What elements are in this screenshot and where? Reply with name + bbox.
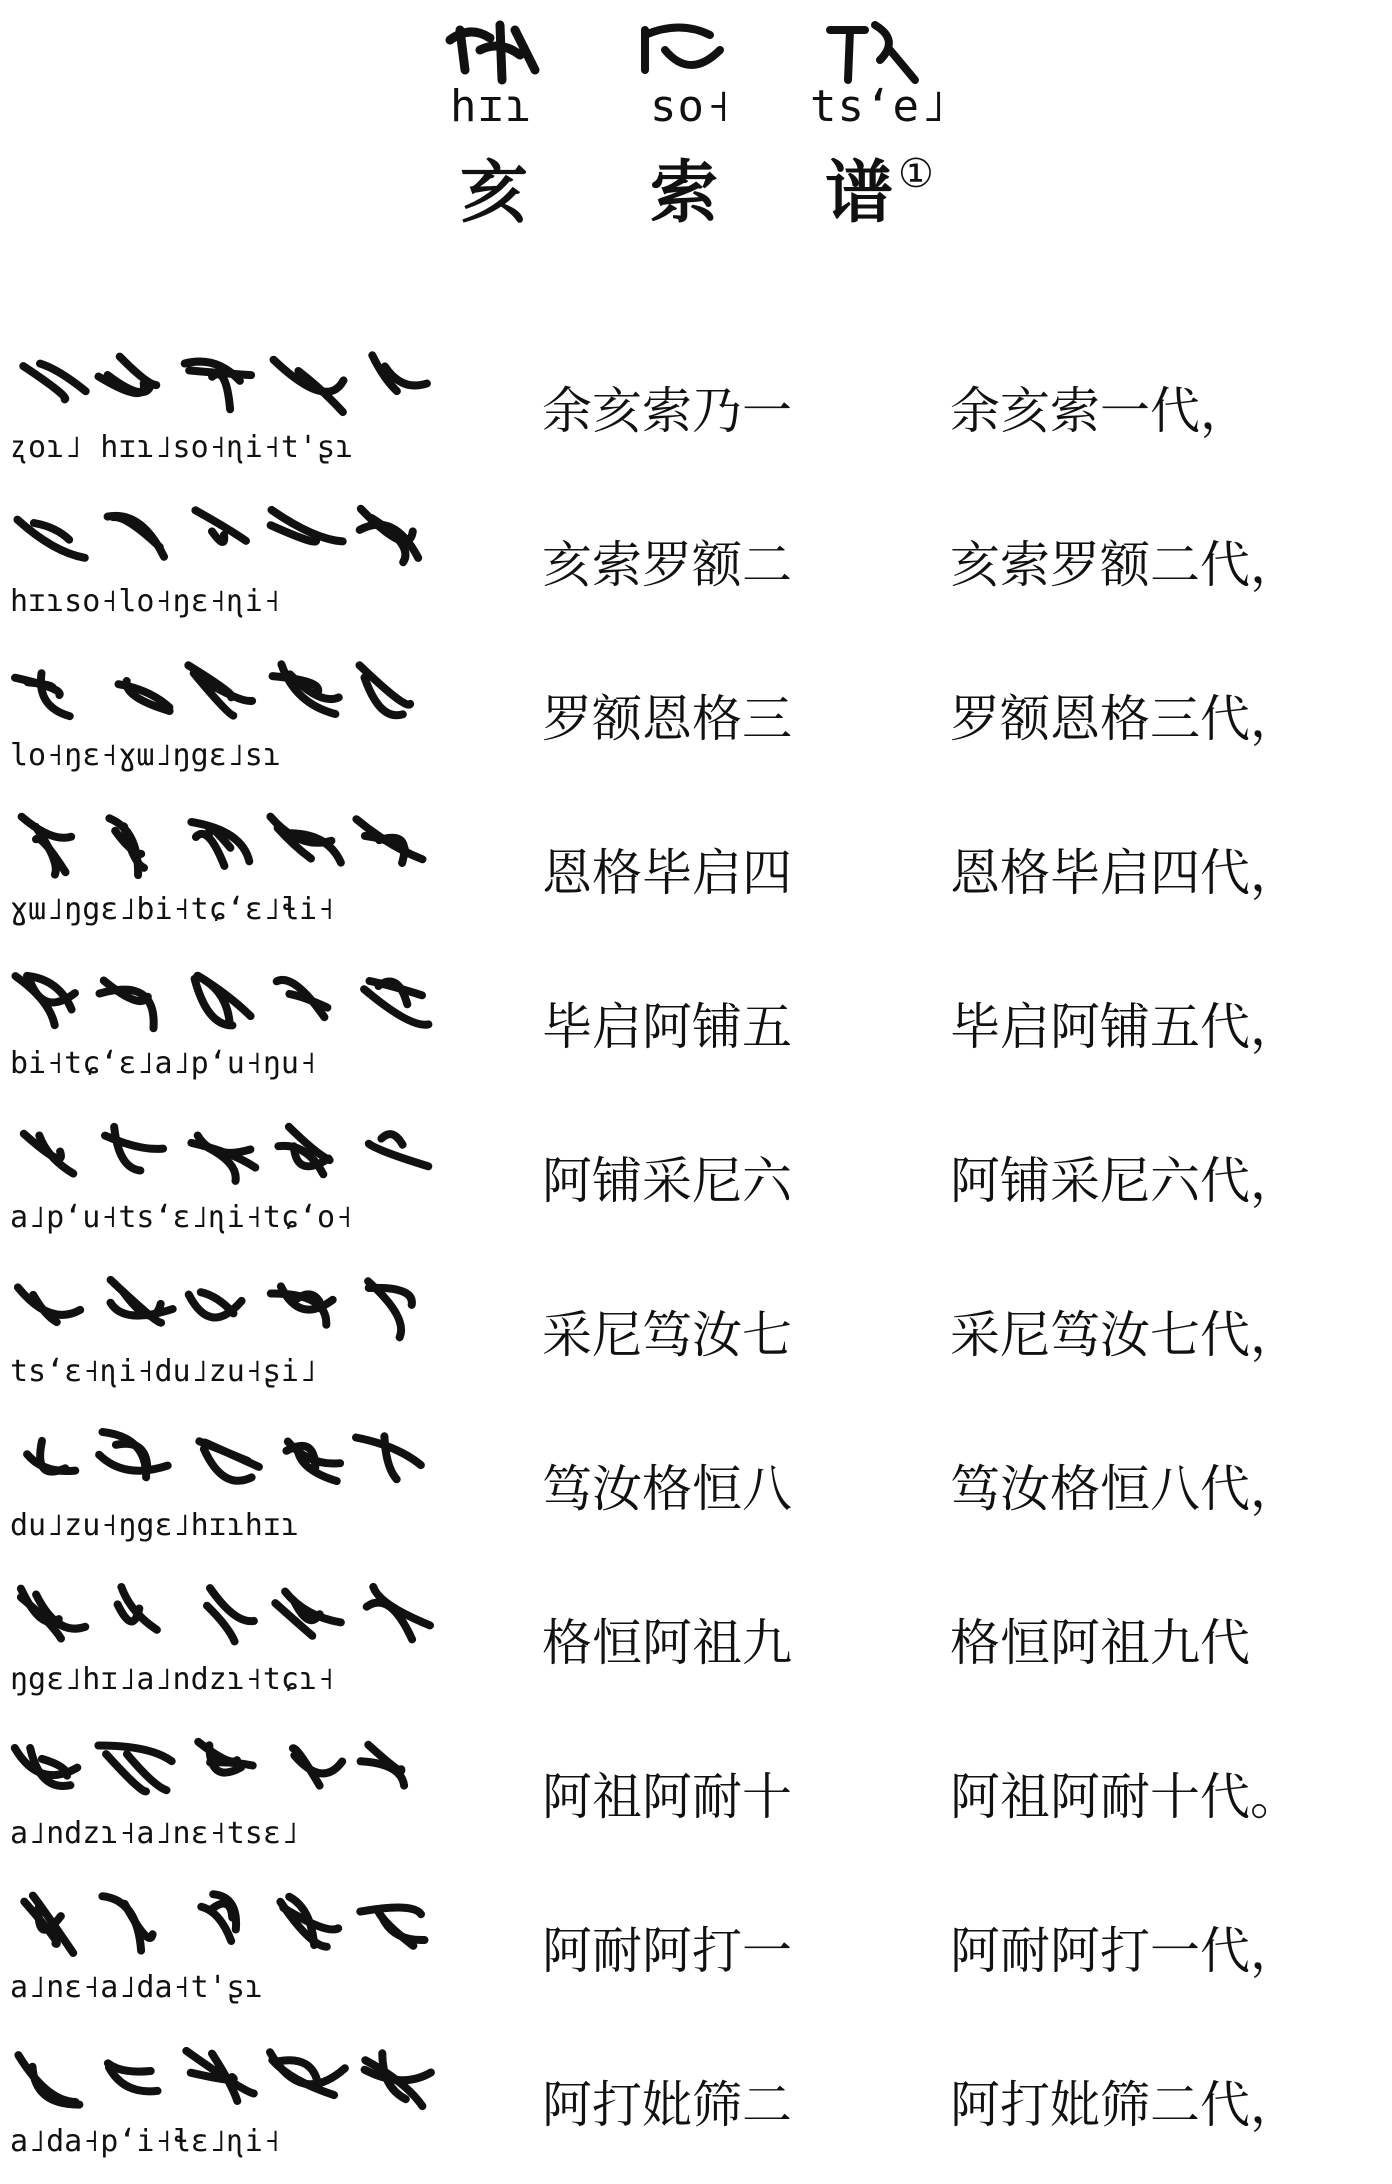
title-yi-glyphs [440,10,1000,90]
verse-line [0,644,1392,798]
chinese-translation: 阿打妣筛二代， [950,2076,1300,2134]
title-char-2: 索 [650,153,719,233]
yi-glyph-so-icon [630,10,740,90]
chinese-transliteration: 亥索罗额二 [542,536,792,594]
yi-script-glyphs-icon [8,1422,448,1504]
yi-script-glyphs-icon [8,652,448,734]
verse-line [0,1414,1392,1568]
title-phonetic-2: so˧ [650,81,733,132]
phonetic-transcription: a˩pʻu˧tsʻɛ˩ɳi˧tɕʻo˧ [10,1200,354,1235]
verse-line [0,2030,1392,2184]
chinese-translation: 阿祖阿耐十代。 [950,1768,1300,1826]
yi-script-glyphs-icon [8,1114,448,1196]
title-phonetic-3: tsʻe˩ [810,81,948,132]
chinese-transliteration: 余亥索乃一 [542,382,792,440]
chinese-translation: 阿铺采尼六代， [950,1152,1300,1210]
yi-script-glyphs-icon [8,1576,448,1658]
chinese-transliteration: 毕启阿铺五 [542,998,792,1056]
verse-line [0,336,1392,490]
chinese-translation: 笃汝格恒八代， [950,1460,1300,1518]
yi-script-glyphs-icon [8,1884,448,1966]
footnote-mark: ① [898,151,934,197]
phonetic-transcription: hɪɿso˧lo˧ŋɛ˧ɳi˧ [10,584,281,619]
yi-script-glyphs-icon [8,1268,448,1350]
verse-lines [0,336,1392,2184]
yi-script-glyphs-icon [8,806,448,888]
phonetic-transcription: tsʻɛ˧ɳi˧du˩zu˧ʂi˩ [10,1354,318,1389]
yi-script-glyphs-icon [8,1730,448,1812]
chinese-translation: 亥索罗额二代， [950,536,1300,594]
yi-script-glyphs-icon [8,344,448,426]
chinese-translation: 毕启阿铺五代， [950,998,1300,1056]
title-phonetic-1: hɪɿ [450,81,533,132]
yi-glyph-tse-icon [820,10,930,90]
yi-glyph-hi-icon [440,10,550,90]
title-phonetics [440,82,1000,132]
verse-line [0,1260,1392,1414]
phonetic-transcription: ŋgɛ˩hɪ˩a˩ndzɿ˧tɕɿ˧ [10,1662,336,1697]
yi-script-glyphs-icon [8,2038,448,2120]
phonetic-transcription: a˩nɛ˧a˩da˧t'ʂɿ [10,1970,263,2005]
title-char-1: 亥 [460,153,529,233]
verse-line [0,1876,1392,2030]
chinese-translation: 罗额恩格三代， [950,690,1300,748]
verse-line [0,490,1392,644]
page-header [0,0,1392,240]
chinese-transliteration: 恩格毕启四 [542,844,792,902]
phonetic-transcription: a˩ndzɿ˧a˩nɛ˧tsɛ˩ [10,1816,299,1851]
chinese-translation: 阿耐阿打一代， [950,1922,1300,1980]
chinese-translation: 恩格毕启四代， [950,844,1300,902]
phonetic-transcription: ʐoɿ˩ hɪɿ˩so˧ɳi˧t'ʂɿ [10,430,354,465]
title-char-3: 谱 [825,153,894,233]
verse-line [0,952,1392,1106]
chinese-transliteration: 阿祖阿耐十 [542,1768,792,1826]
phonetic-transcription: du˩zu˧ŋgɛ˩hɪɿhɪɿ [10,1508,299,1543]
chinese-transliteration: 笃汝格恒八 [542,1460,792,1518]
chinese-translation: 余亥索一代， [950,382,1250,440]
phonetic-transcription: bi˧tɕʻɛ˩a˩pʻu˧ŋu˧ [10,1046,318,1081]
verse-line [0,798,1392,952]
yi-script-glyphs-icon [8,498,448,580]
chinese-transliteration: 格恒阿祖九 [542,1614,792,1672]
verse-line [0,1722,1392,1876]
verse-line [0,1106,1392,1260]
chinese-translation: 采尼笃汝七代， [950,1306,1300,1364]
chinese-transliteration: 罗额恩格三 [542,690,792,748]
chinese-transliteration: 阿铺采尼六 [542,1152,792,1210]
chinese-transliteration: 阿耐阿打一 [542,1922,792,1980]
verse-line [0,1568,1392,1722]
chinese-translation: 格恒阿祖九代 [950,1614,1250,1672]
phonetic-transcription: ɣɯ˩ŋgɛ˩bi˧tɕʻɛ˩ɬi˧ [10,892,336,927]
chinese-transliteration: 阿打妣筛二 [542,2076,792,2134]
phonetic-transcription: lo˧ŋɛ˧ɣɯ˩ŋgɛ˩sɿ [10,738,281,773]
chinese-transliteration: 采尼笃汝七 [542,1306,792,1364]
yi-script-glyphs-icon [8,960,448,1042]
phonetic-transcription: a˩da˧pʻi˧ɬɛ˩ɳi˧ [10,2124,281,2159]
